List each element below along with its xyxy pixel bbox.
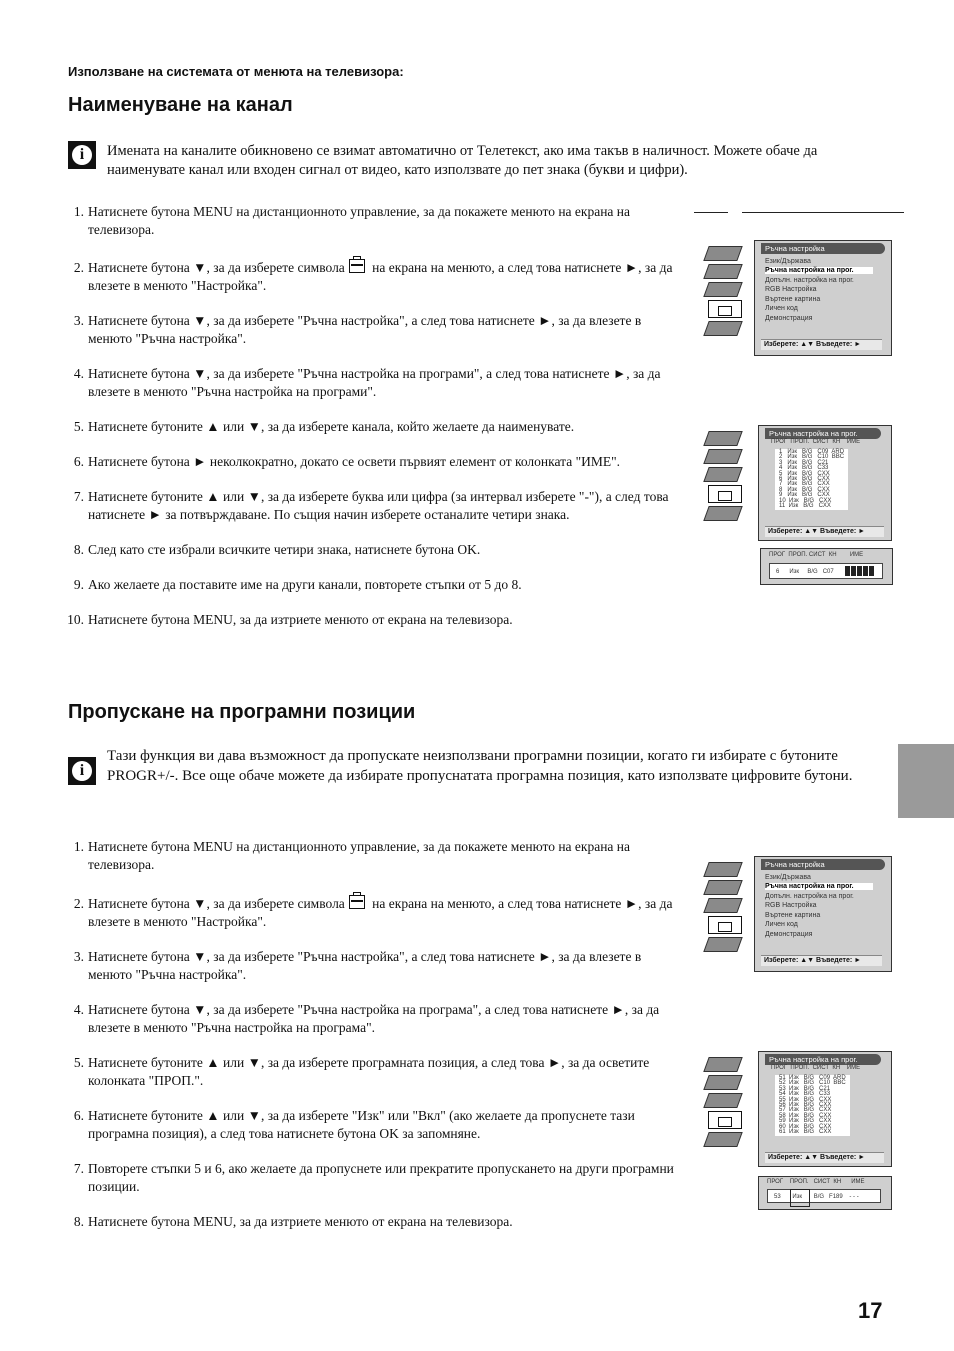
program-table xyxy=(775,449,848,510)
menu-item: Личен код xyxy=(765,305,798,312)
table-row: 4 Изк B/G C33 xyxy=(779,465,829,472)
table-row: 52 Изк B/G C10 BBC xyxy=(779,1080,846,1087)
menu-footer: Изберете: ▲▼ Въведете: ► xyxy=(761,339,882,350)
info-icon: i xyxy=(68,757,96,785)
menu-title: Ръчна настройка xyxy=(761,859,885,870)
info-icon: i xyxy=(68,141,96,169)
table-header: ПРОГ ПРОП. СИСТ КН ИМЕ xyxy=(771,439,861,445)
table-row: 58 Изк B/G CXX xyxy=(779,1112,832,1119)
section-title-skip: Пропускане на програмни позиции xyxy=(68,701,416,723)
teletext-icon xyxy=(703,1132,742,1147)
skip-highlight xyxy=(790,1189,810,1207)
menu-item: Въртене картина xyxy=(765,296,821,303)
menu-footer: Изберете: ▲▼ Въведете: ► xyxy=(765,526,884,537)
name-cursor xyxy=(845,566,875,576)
table-row: 60 Изк B/G CXX xyxy=(779,1123,832,1130)
menu-screen xyxy=(758,425,892,541)
menu-item: Език/Държава xyxy=(765,874,811,881)
program-edit-strip xyxy=(760,548,893,585)
table-row: 51 Изк B/G C09 ARD xyxy=(779,1075,846,1081)
page-number: 17 xyxy=(858,1298,883,1323)
menu-item: Демонстрация xyxy=(765,931,813,938)
program-skip-strip xyxy=(758,1176,892,1210)
sound-icon xyxy=(703,449,742,464)
strip-header: ПРОГ ПРОП. СИСТ КН ИМЕ xyxy=(767,1179,865,1185)
picture-icon xyxy=(703,862,742,877)
menu-item: Допълн. настройка на прог. xyxy=(765,277,854,284)
sound-icon xyxy=(703,880,742,895)
strip-row: 6 Изк B/G C07 xyxy=(769,563,883,579)
setup-icon xyxy=(708,485,742,503)
table-row: 3 Изк B/G C21 xyxy=(779,459,829,466)
table-row: 56 Изк B/G CXX xyxy=(779,1101,832,1108)
setup-icon xyxy=(708,916,742,934)
menu-item: RGB Настройка xyxy=(765,286,817,293)
tv-menu-setup-figure-1 xyxy=(706,240,892,356)
menu-item: Език/Държава xyxy=(765,258,811,265)
table-row: 55 Изк B/G CXX xyxy=(779,1096,832,1103)
section-intro-naming: Имената на каналите обикновено се взимат автоматично от Телетекст, ако има такъв в наличност. Можете обаче да наименувате канал или входен сигнал от видео, като използвате до пет знака (букви и цифри). xyxy=(107,143,818,178)
tv-menu-program-figure-2 xyxy=(706,1051,892,1167)
menu-item-selected: Ръчна настройка на прог. xyxy=(765,883,873,890)
menu-category-icons xyxy=(706,862,748,955)
rule-short xyxy=(694,212,728,213)
menu-item: Допълн. настройка на прог. xyxy=(765,893,854,900)
table-row: 57 Изк B/G CXX xyxy=(779,1107,832,1114)
menu-item: RGB Настройка xyxy=(765,902,817,909)
sound-icon xyxy=(703,264,742,279)
menu-category-icons xyxy=(706,431,748,524)
table-row: 61 Изк B/G CXX xyxy=(779,1128,832,1135)
table-row: 6 Изк B/G CXX xyxy=(779,475,830,482)
setup-icon xyxy=(708,300,742,318)
menu-title: Ръчна настройка xyxy=(761,243,885,254)
menu-item: Демонстрация xyxy=(765,315,813,322)
menu-item: Личен код xyxy=(765,921,798,928)
picture-icon xyxy=(703,1057,742,1072)
table-row: 5 Изк B/G CXX xyxy=(779,470,830,477)
table-row: 9 Изк B/G CXX xyxy=(779,492,830,499)
table-row: 1 Изк B/G C09 ARD xyxy=(779,449,845,455)
setup-toolbox-icon xyxy=(349,259,365,273)
picture-icon xyxy=(703,246,742,261)
strip-row: 53 Изк B/G F189 - - - xyxy=(767,1189,881,1203)
page-header: Използване на системата от менюта на телевизора: xyxy=(68,64,404,79)
features-icon xyxy=(703,467,742,482)
features-icon xyxy=(703,1093,742,1108)
rule-long xyxy=(742,212,904,213)
table-row: 2 Изк B/G C10 BBC xyxy=(779,454,845,461)
menu-item-selected: Ръчна настройка на прог. xyxy=(765,267,873,274)
strip-header: ПРОГ ПРОП. СИСТ КН ИМЕ xyxy=(769,552,864,558)
table-row: 8 Изк B/G CXX xyxy=(779,486,830,493)
menu-footer: Изберете: ▲▼ Въведете: ► xyxy=(761,955,882,966)
menu-screen xyxy=(758,1051,892,1167)
picture-icon xyxy=(703,431,742,446)
setup-icon xyxy=(708,1111,742,1129)
program-table xyxy=(775,1075,850,1136)
table-row: 59 Изк B/G CXX xyxy=(779,1118,832,1125)
table-row: 7 Изк B/G CXX xyxy=(779,481,830,488)
tv-menu-setup-figure-2 xyxy=(706,856,892,972)
section-title-naming: Наименуване на канал xyxy=(68,94,293,116)
menu-item: Въртене картина xyxy=(765,912,821,919)
table-header: ПРОГ ПРОП. СИСТ КН ИМЕ xyxy=(771,1065,861,1071)
table-row: 10 Изк B/G CXX xyxy=(779,497,832,504)
teletext-icon xyxy=(703,321,742,336)
menu-screen xyxy=(754,856,892,972)
tv-menu-program-figure-1 xyxy=(706,425,892,541)
thumb-tab xyxy=(898,744,954,818)
menu-category-icons xyxy=(706,246,748,339)
features-icon xyxy=(703,898,742,913)
table-row: 54 Изк B/G C33 xyxy=(779,1091,831,1098)
menu-category-icons xyxy=(706,1057,748,1150)
setup-toolbox-icon xyxy=(349,895,365,909)
menu-screen xyxy=(754,240,892,356)
section-intro-skip: Тази функция ви дава възможност да пропускате неизползвани програмни позиции, когато ги избирате с бутоните PROGR+/-. Все още обаче можете да избирате пропуснатата програмна позиция, като използвате цифровите бутони. xyxy=(107,748,853,784)
menu-title: Ръчна настройка на прог. xyxy=(765,428,881,439)
menu-footer: Изберете: ▲▼ Въведете: ► xyxy=(765,1152,884,1163)
table-row: 53 Изк B/G C21 xyxy=(779,1085,831,1092)
table-row: 11 Изк B/G CXX xyxy=(779,502,831,509)
menu-title: Ръчна настройка на прог. xyxy=(765,1054,881,1065)
teletext-icon xyxy=(703,937,742,952)
sound-icon xyxy=(703,1075,742,1090)
features-icon xyxy=(703,282,742,297)
teletext-icon xyxy=(703,506,742,521)
